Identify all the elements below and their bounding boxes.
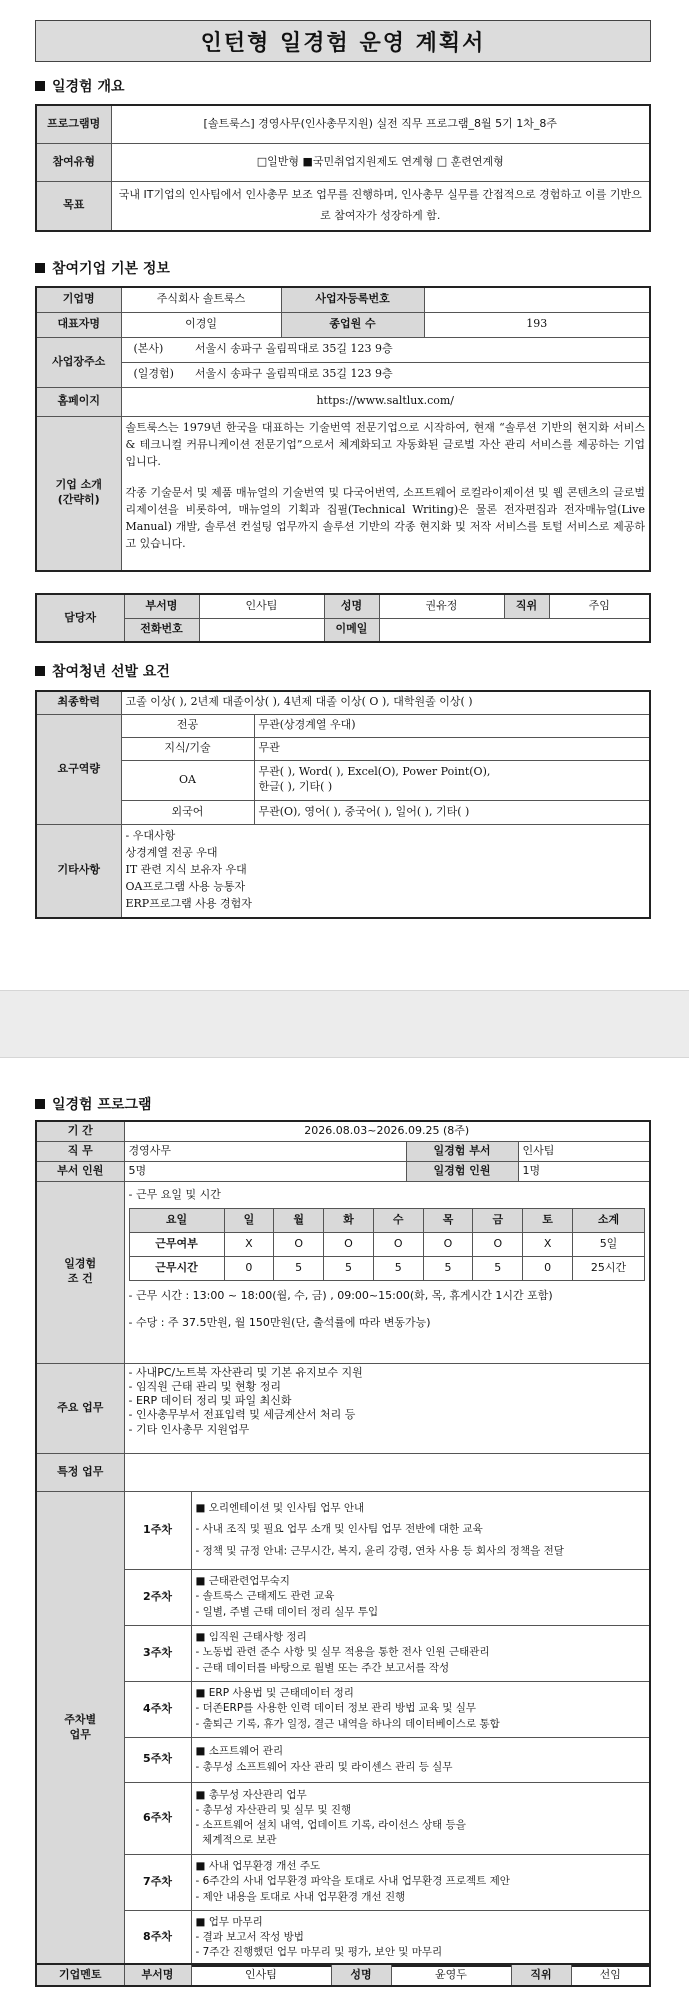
period-value: 2026.08.03~2026.09.25 (8주) <box>124 1121 650 1141</box>
other-requirements-label: 기타사항 <box>36 824 121 918</box>
company-intro-paragraph-2: 각종 기술문서 및 제품 매뉴얼의 기술번역 및 다국어번역, 소프트웨어 로컬라이제이션 및 웹 콘텐츠의 글로벌리제이션을 비롯하여, 매뉴얼의 기획과 집필(Technical Writing)은 물론 전자편집과 전자매뉴얼(Live Manual) 개발, 솔루션 컨설팅 업무까지 솔루션 기반의 각종 현지화 및 저작 서비스를 토털 서비스로 제공하고 있습니다. <box>125 485 645 550</box>
mentor-table <box>35 1963 651 1987</box>
schedule-header: 월 <box>274 1209 324 1233</box>
schedule-cell: O <box>473 1233 523 1257</box>
schedule-row-label: 근무시간 <box>129 1257 224 1281</box>
contact-phone-value <box>199 618 324 642</box>
week-tasks: ■ 총무성 자산관리 업무 - 총무성 자산관리 및 실무 및 진행 - 소프트웨어 설치 내역, 업데이트 기록, 라이선스 상태 등을 체계적으로 보관 <box>191 1782 650 1854</box>
page-1 <box>0 0 689 990</box>
work-staff-value: 1명 <box>518 1161 650 1181</box>
schedule-cell: O <box>423 1233 473 1257</box>
schedule-header: 토 <box>523 1209 573 1233</box>
work-hours-text: - 근무 시간 : 13:00 ~ 18:00(월, 수, 금) , 09:00~15:00(화, 목, 휴게시간 1시간 포함) <box>128 1289 553 1303</box>
contact-dept-value: 인사팀 <box>199 594 324 618</box>
participation-type-value: □일반형 ■국민취업지원제도 연계형 □ 훈련연계형 <box>111 143 650 181</box>
section-program-heading: 일경험 프로그램 <box>35 1094 152 1114</box>
major-label: 전공 <box>121 714 254 737</box>
skill-label: 지식/기술 <box>121 737 254 760</box>
week-tasks: ■ 임직원 근태사항 정리 - 노동법 관련 준수 사항 및 실무 적용을 통한 전사 인원 근태관리 - 근태 데이터를 바탕으로 월별 또는 주간 보고서를 작성 <box>191 1625 650 1681</box>
mentor-position-value: 선임 <box>571 1964 650 1986</box>
contact-name-value: 권유정 <box>379 594 504 618</box>
schedule-header-row <box>129 1209 645 1233</box>
mentor-dept-label: 부서명 <box>124 1964 191 1986</box>
weekly-tasks-label: 주차별 업무 <box>36 1491 124 1966</box>
week-label: 8주차 <box>124 1910 191 1966</box>
business-regno-value <box>424 287 650 312</box>
overview-table <box>35 104 651 232</box>
work-dept-label: 일경험 부서 <box>406 1141 518 1161</box>
special-duties-value <box>124 1453 650 1491</box>
week-label: 2주차 <box>124 1569 191 1625</box>
schedule-cell: 0 <box>224 1257 274 1281</box>
major-value: 무관(상경계열 우대) <box>254 714 650 737</box>
company-intro-value <box>121 416 650 571</box>
contact-phone-label: 전화번호 <box>124 618 199 642</box>
schedule-heading: - 근무 요일 및 시간 <box>128 1187 221 1201</box>
other-requirements-value: - 우대사항 상경계열 전공 우대 IT 관련 지식 보유자 우대 OA프로그램 사용 능통자 ERP프로그램 사용 경험자 <box>121 824 650 918</box>
week-tasks: ■ 사내 업무환경 개선 주도 - 6주간의 사내 업무환경 파악을 토대로 사내 업무환경 프로젝트 제안 - 제안 내용을 토대로 사내 업무환경 개선 진행 <box>191 1854 650 1910</box>
company-intro-paragraph-1: 솔트룩스는 1979년 한국을 대표하는 기술번역 전문기업으로 시작하여, 현재 “솔루션 기반의 현지화 서비스 & 테크니컬 커뮤니케이션 전문기업”으로서 체계화되고 자동화된 글로벌 자산 관리 서비스를 제공하는 기업입니다. <box>125 420 645 468</box>
schedule-cell: 0 <box>523 1257 573 1281</box>
contact-table <box>35 593 651 643</box>
language-value: 무관(O), 영어( ), 중국어( ), 일어( ), 기타( ) <box>254 800 650 824</box>
schedule-table <box>129 1208 646 1281</box>
company-intro-label: 기업 소개 (간략히) <box>36 416 121 571</box>
schedule-row-label: 근무여부 <box>129 1233 224 1257</box>
week-label: 4주차 <box>124 1681 191 1737</box>
contact-email-value <box>379 618 650 642</box>
page-2 <box>0 1058 689 1993</box>
duty-item: - 인사총무부서 전표입력 및 세금계산서 처리 등 <box>128 1408 356 1422</box>
week-tasks: ■ 소프트웨어 관리 - 총무성 소프트웨어 자산 관리 및 라이센스 관리 등 실무 <box>191 1737 650 1782</box>
address-work-value: 서울시 송파구 올림픽대로 35길 123 9층 <box>281 362 650 387</box>
work-dept-value: 인사팀 <box>518 1141 650 1161</box>
page-separator <box>0 990 689 1058</box>
contact-name-label: 성명 <box>324 594 379 618</box>
week-label: 3주차 <box>124 1625 191 1681</box>
address-hq-tag: (본사) <box>121 337 281 362</box>
mentor-label: 기업멘토 <box>36 1964 124 1986</box>
schedule-cell: O <box>324 1233 374 1257</box>
schedule-header: 일 <box>224 1209 274 1233</box>
dept-staff-value: 5명 <box>124 1161 406 1181</box>
schedule-header: 요일 <box>129 1209 224 1233</box>
schedule-cell: 5 <box>473 1257 523 1281</box>
ceo-label: 대표자명 <box>36 312 121 337</box>
schedule-cell: X <box>224 1233 274 1257</box>
week-tasks: ■ 업무 마무리 - 결과 보고서 작성 방법 - 7주간 진행했던 업무 마무리 및 평가, 보안 및 마무리 <box>191 1910 650 1966</box>
contact-email-label: 이메일 <box>324 618 379 642</box>
program-table <box>35 1120 651 1967</box>
selection-table <box>35 690 651 919</box>
special-duties-label: 특정 업무 <box>36 1453 124 1491</box>
square-bullet-icon <box>35 263 45 273</box>
schedule-header: 화 <box>324 1209 374 1233</box>
square-bullet-icon <box>35 666 45 676</box>
schedule-cell: 5 <box>274 1257 324 1281</box>
ceo-value: 이경일 <box>121 312 281 337</box>
language-label: 외국어 <box>121 800 254 824</box>
main-duties-value <box>124 1363 650 1453</box>
week-label: 7주차 <box>124 1854 191 1910</box>
main-duties-label: 주요 업무 <box>36 1363 124 1453</box>
goal-label: 목표 <box>36 181 111 231</box>
company-table <box>35 286 651 572</box>
duty-item: - 임직원 근태 관리 및 현황 정리 <box>128 1379 281 1393</box>
company-name-label: 기업명 <box>36 287 121 312</box>
schedule-cell: 5 <box>423 1257 473 1281</box>
schedule-cell: 5 <box>373 1257 423 1281</box>
oa-label: OA <box>121 760 254 800</box>
skill-value: 무관 <box>254 737 650 760</box>
mentor-name-label: 성명 <box>331 1964 391 1986</box>
contact-dept-label: 부서명 <box>124 594 199 618</box>
program-name-label: 프로그램명 <box>36 105 111 143</box>
schedule-header: 소계 <box>573 1209 645 1233</box>
job-value: 경영사무 <box>124 1141 406 1161</box>
section-overview-heading: 일경험 개요 <box>35 76 125 96</box>
week-tasks: ■ 근태관련업무숙지 - 솔트룩스 근태제도 관련 교육 - 일별, 주별 근태 데이터 정리 실무 투입 <box>191 1569 650 1625</box>
contact-position-label: 직위 <box>504 594 549 618</box>
week-tasks: ■ ERP 사용법 및 근태데이터 정리 - 더존ERP를 사용한 인력 데이터 정보 관리 방법 교육 및 실무 - 출퇴근 기록, 휴가 일정, 결근 내역을 하나의 데이터베이스로 통합 <box>191 1681 650 1737</box>
mentor-dept-value: 인사팀 <box>191 1964 331 1986</box>
job-label: 직 무 <box>36 1141 124 1161</box>
schedule-row <box>129 1257 645 1281</box>
duty-item: - 사내PC/노트북 자산관리 및 기본 유지보수 지원 <box>128 1365 363 1379</box>
schedule-cell: 5 <box>324 1257 374 1281</box>
week-label: 6주차 <box>124 1782 191 1854</box>
mentor-name-value: 윤영두 <box>391 1964 511 1986</box>
contact-label: 담당자 <box>36 594 124 642</box>
duty-item: - 기타 인사총무 지원업무 <box>128 1422 250 1436</box>
section-company-heading: 참여기업 기본 정보 <box>35 258 170 278</box>
schedule-cell: O <box>274 1233 324 1257</box>
period-label: 기 간 <box>36 1121 124 1141</box>
business-regno-label: 사업자등록번호 <box>281 287 424 312</box>
homepage-value: https://www.saltlux.com/ <box>121 387 650 416</box>
homepage-label: 홈페이지 <box>36 387 121 416</box>
schedule-cell: X <box>523 1233 573 1257</box>
required-competency-label: 요구역량 <box>36 714 121 824</box>
contact-position-value: 주임 <box>549 594 650 618</box>
schedule-header: 금 <box>473 1209 523 1233</box>
education-value: 고졸 이상( ), 2년제 대졸이상( ), 4년제 대졸 이상( O ), 대학원졸 이상( ) <box>121 691 650 714</box>
square-bullet-icon <box>35 1099 45 1109</box>
participation-type-label: 참여유형 <box>36 143 111 181</box>
document-title: 인턴형 일경험 운영 계획서 <box>35 20 651 62</box>
employee-count-label: 종업원 수 <box>281 312 424 337</box>
address-hq-value: 서울시 송파구 올림픽대로 35길 123 9층 <box>281 337 650 362</box>
week-tasks: ■ 오리엔테이션 및 인사팀 업무 안내 - 사내 조직 및 필요 업무 소개 및 인사팀 업무 전반에 대한 교육 - 정책 및 규정 안내: 근무시간, 복지, 윤리 강령, 연차 사용 등 회사의 정책을 전달 <box>191 1491 650 1569</box>
conditions-value <box>124 1181 650 1363</box>
mentor-position-label: 직위 <box>511 1964 571 1986</box>
schedule-header: 수 <box>373 1209 423 1233</box>
address-label: 사업장주소 <box>36 337 121 387</box>
week-label: 1주차 <box>124 1491 191 1569</box>
allowance-text: - 수당 : 주 37.5만원, 월 150만원(단, 출석률에 따라 변동가능) <box>128 1316 431 1330</box>
week-label: 5주차 <box>124 1737 191 1782</box>
square-bullet-icon <box>35 81 45 91</box>
oa-value: 무관( ), Word( ), Excel(O), Power Point(O), 한글( ), 기타( ) <box>254 760 650 800</box>
company-name-value: 주식회사 솔트룩스 <box>121 287 281 312</box>
conditions-label: 일경험 조 건 <box>36 1181 124 1363</box>
schedule-header: 목 <box>423 1209 473 1233</box>
program-name-value: [솔트룩스] 경영사무(인사총무지원) 실전 직무 프로그램_8월 5기 1차_8주 <box>111 105 650 143</box>
education-label: 최종학력 <box>36 691 121 714</box>
duty-item: - ERP 데이터 정리 및 파일 최신화 <box>128 1394 292 1408</box>
schedule-cell: 5일 <box>573 1233 645 1257</box>
dept-staff-label: 부서 인원 <box>36 1161 124 1181</box>
goal-value: 국내 IT기업의 인사팀에서 인사총무 보조 업무를 진행하며, 인사총무 실무를 간접적으로 경험하고 이를 기반으로 참여자가 성장하게 함. <box>111 181 650 231</box>
schedule-cell: 25시간 <box>573 1257 645 1281</box>
employee-count-value: 193 <box>424 312 650 337</box>
address-work-tag: (일경험) <box>121 362 281 387</box>
work-staff-label: 일경험 인원 <box>406 1161 518 1181</box>
schedule-cell: O <box>373 1233 423 1257</box>
schedule-row <box>129 1233 645 1257</box>
section-selection-heading: 참여청년 선발 요건 <box>35 661 170 681</box>
